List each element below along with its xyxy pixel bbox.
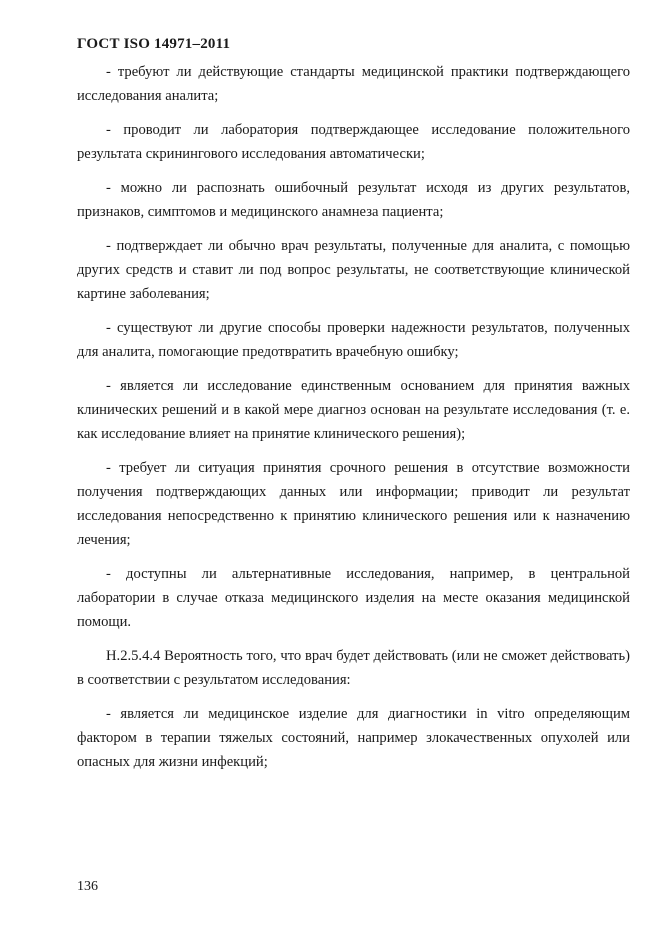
paragraph: - является ли исследование единственным основанием для принятия важных клинических решений и в какой мере диагноз основан на результате исследования (т. е. как исследование влияет на принятие клинического решения); [77,378,630,442]
paragraph: - требуют ли действующие стандарты медицинской практики подтверждающего исследования аналита; [77,64,630,104]
paragraph: - можно ли распознать ошибочный результат исходя из других результатов, признаков, симптомов и медицинского анамнеза пациента; [77,180,630,220]
page-number: 136 [77,879,98,894]
paragraph: - существуют ли другие способы проверки надежности результатов, полученных для аналита, помогающие предотвратить врачебную ошибку; [77,320,630,360]
section-paragraph: H.2.5.4.4 Вероятность того, что врач будет действовать (или не сможет действовать) в соответствии с результатом исследования: [77,648,630,688]
paragraph: - подтверждает ли обычно врач результаты, полученные для аналита, с помощью других средств и ставит ли под вопрос результаты, не соответствующие клинической картине заболевания; [77,238,630,302]
document-body [77,60,630,784]
paragraph: - является ли медицинское изделие для диагностики in vitro определяющим фактором в терапии тяжелых состояний, например злокачественных опухолей или опасных для жизни инфекций; [77,706,630,770]
paragraph: - доступны ли альтернативные исследования, например, в центральной лаборатории в случае отказа медицинского изделия на месте оказания медицинской помощи. [77,566,630,630]
paragraph: - проводит ли лаборатория подтверждающее исследование положительного результата скринингового исследования автоматически; [77,122,630,162]
document-header: ГОСТ ISO 14971–2011 [77,36,231,52]
paragraph: - требует ли ситуация принятия срочного решения в отсутствие возможности получения подтверждающих данных или информации; приводит ли результат исследования непосредственно к принятию клинического решения или к назначению лечения; [77,460,630,548]
